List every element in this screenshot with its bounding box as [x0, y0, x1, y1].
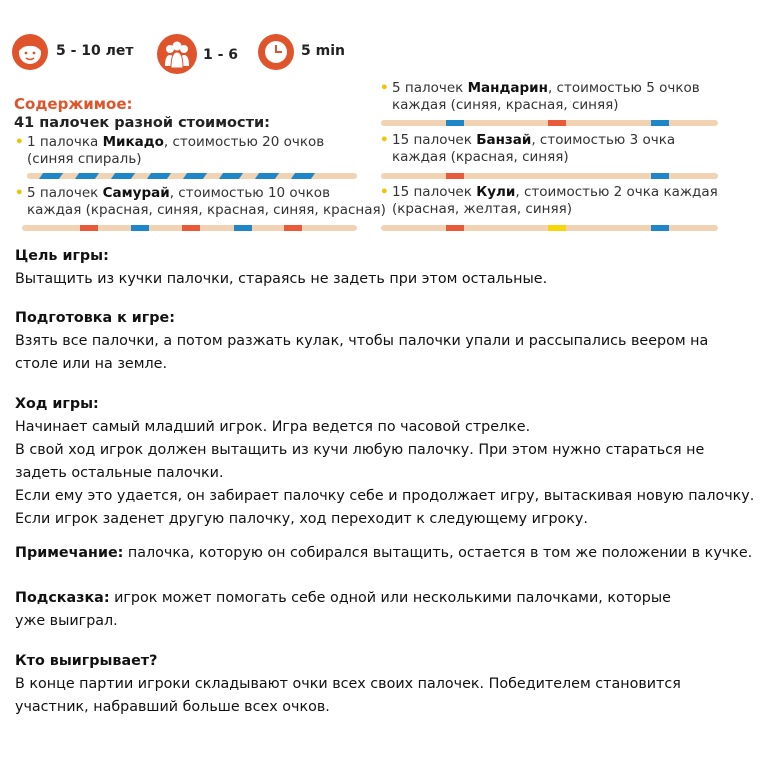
- group-icon: [157, 34, 197, 74]
- stick-mikado: [27, 173, 357, 179]
- clock-icon: [258, 34, 294, 70]
- section-heading: Цель игры:: [15, 248, 109, 264]
- hint-label: Подсказка:: [15, 590, 110, 606]
- bullet-icon: •: [380, 184, 389, 200]
- child-face-icon: [12, 34, 48, 70]
- stick-samurai: [22, 225, 357, 231]
- bullet-icon: •: [15, 185, 24, 201]
- list-item-mikado: • 1 палочка Микадо, стоимостью 20 очков (синяя спираль): [15, 134, 325, 167]
- note-label: Примечание:: [15, 545, 124, 561]
- contents-title: Содержимое:: [14, 95, 133, 113]
- bullet-icon: •: [380, 80, 389, 96]
- section-winner: Кто выигрывает? В конце партии игроки складывают очки всех своих палочек. Победителем становится участник, набравший больше всех очков.: [15, 650, 681, 719]
- section-goal: Цель игры: Вытащить из кучки палочки, стараясь не задеть при этом остальные.: [15, 245, 547, 291]
- stick-banzai: [381, 173, 718, 179]
- stick-mandarin: [381, 120, 718, 126]
- contents-subtitle: 41 палочек разной стоимости:: [14, 115, 270, 131]
- section-note: Примечание: палочка, которую он собирался вытащить, остается в том же положении в кучке.: [15, 545, 753, 561]
- list-item-banzai: • 15 палочек Банзай, стоимостью 3 очка каждая (красная, синяя): [380, 132, 676, 165]
- section-play: Ход игры: Начинает самый младший игрок. Игра ведется по часовой стрелке. В свой ход игрок должен вытащить из кучи любую палочку. При этом нужно стараться не задеть остальные палочки. Если ему это удается, он забирает палочку себе и продолжает игру, вытаскивая новую палочку. Если игрок заденет другую палочку, ход переходит к следующему игроку.: [15, 393, 754, 531]
- bullet-icon: •: [15, 134, 24, 150]
- list-item-mandarin: • 5 палочек Мандарин, стоимостью 5 очков каждая (синяя, красная, синяя): [380, 80, 700, 113]
- age-range: 5 - 10 лет: [56, 43, 134, 59]
- section-hint: Подсказка: игрок может помогать себе одной или несколькими палочками, которые уже выиграл.: [15, 590, 671, 629]
- section-heading: Кто выигрывает?: [15, 653, 158, 669]
- list-item-samurai: • 5 палочек Самурай, стоимостью 10 очков каждая (красная, синяя, красная, синяя, красная): [15, 185, 386, 218]
- stick-kuli: [381, 225, 718, 231]
- section-prep: Подготовка к игре: Взять все палочки, а потом разжать кулак, чтобы палочки упали и рассыпались веером на столе или на земле.: [15, 307, 708, 376]
- bullet-icon: •: [380, 132, 389, 148]
- time-value: 5 min: [301, 43, 345, 59]
- section-heading: Ход игры:: [15, 396, 99, 412]
- list-item-kuli: • 15 палочек Кули, стоимостью 2 очка каждая (красная, желтая, синяя): [380, 184, 718, 217]
- section-heading: Подготовка к игре:: [15, 310, 175, 326]
- players-range: 1 - 6: [203, 47, 239, 63]
